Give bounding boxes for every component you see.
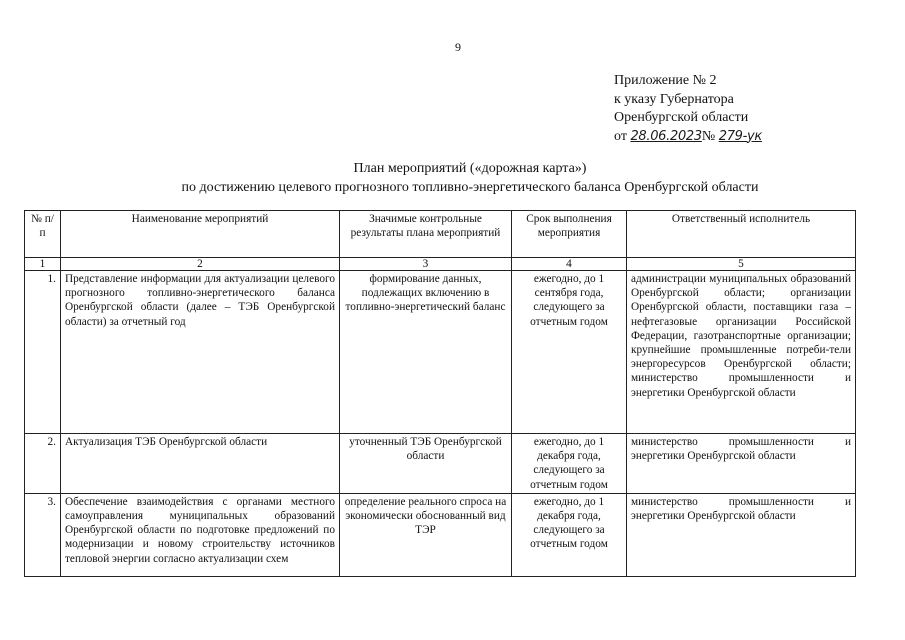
handwritten-date: 28.06.2023 xyxy=(630,128,702,144)
appendix-date-line xyxy=(614,128,874,147)
date-prefix: от xyxy=(614,128,627,144)
header-results: Значимые контрольные результаты плана мероприятий xyxy=(340,211,512,258)
handwritten-number: 279-ук xyxy=(718,128,762,144)
table-row xyxy=(25,434,856,494)
appendix-line-2: к указу Губернатора xyxy=(614,91,734,107)
document-title xyxy=(60,160,880,197)
table-row xyxy=(25,493,856,576)
responsible-cell: министерство промышленности и энергетики Оренбургской области xyxy=(627,493,856,576)
result-cell: формирование данных, подлежащих включению в топливно-энергетический баланс xyxy=(340,271,512,434)
activity-cell: Обеспечение взаимодействия с органами местного самоуправления муниципальных образований Оренбургской области по подготовке предложений по модернизации и новому строительству источников тепловой энергии согласно актуализации схем xyxy=(61,493,340,576)
result-cell: уточненный ТЭБ Оренбургской области xyxy=(340,434,512,494)
header-activity: Наименование мероприятий xyxy=(61,211,340,258)
header-deadline: Срок выполнения мероприятия xyxy=(512,211,627,258)
appendix-line-3: Оренбургской области xyxy=(614,110,749,125)
responsible-cell: министерство промышленности и энергетики Оренбургской области xyxy=(627,434,856,494)
activity-cell: Представление информации для актуализации целевого прогнозного топливно-энергетического баланса Оренбургской области (далее – ТЭБ Оренбургской области) за отчетный год xyxy=(61,271,340,434)
deadline-cell: ежегодно, до 1 декабря года, следующего за отчетным годом xyxy=(512,434,627,494)
row-number: 2. xyxy=(25,434,61,494)
column-number: 1 xyxy=(25,258,61,271)
column-number: 5 xyxy=(627,258,856,271)
table-header-row xyxy=(25,211,856,258)
header-responsible: Ответственный исполнитель xyxy=(627,211,856,258)
column-number: 3 xyxy=(340,258,512,271)
column-number: 4 xyxy=(512,258,627,271)
row-number: 1. xyxy=(25,271,61,434)
responsible-cell: администрации муниципальных образований Оренбургской области; организации Оренбургской области, поставщики газа – нефтегазовые организации Российской Федерации, газотранспортные организации; крупнейшие промышленные потреби-тели энергоресурсов Оренбургской области; министерство промышленности и энергетики Оренбургской области xyxy=(627,271,856,434)
table-row xyxy=(25,271,856,434)
appendix-block xyxy=(614,72,874,146)
header-number: № п/п xyxy=(25,211,61,258)
deadline-cell: ежегодно, до 1 декабря года, следующего за отчетным годом xyxy=(512,493,627,576)
appendix-line-1: Приложение № 2 xyxy=(614,73,717,88)
activity-cell: Актуализация ТЭБ Оренбургской области xyxy=(61,434,340,494)
deadline-cell: ежегодно, до 1 сентября года, следующего за отчетным годом xyxy=(512,271,627,434)
column-number: 2 xyxy=(61,258,340,271)
row-number: 3. xyxy=(25,493,61,576)
title-line-1: План мероприятий («дорожная карта») xyxy=(353,161,587,176)
column-number-row xyxy=(25,258,856,271)
page-number: 9 xyxy=(455,40,461,54)
roadmap-table xyxy=(24,210,856,577)
number-prefix: № xyxy=(701,128,716,144)
result-cell: определение реального спроса на экономически обоснованный вид ТЭР xyxy=(340,493,512,576)
title-line-2: по достижению целевого прогнозного топливно-энергетического баланса Оренбургской области xyxy=(181,179,759,195)
